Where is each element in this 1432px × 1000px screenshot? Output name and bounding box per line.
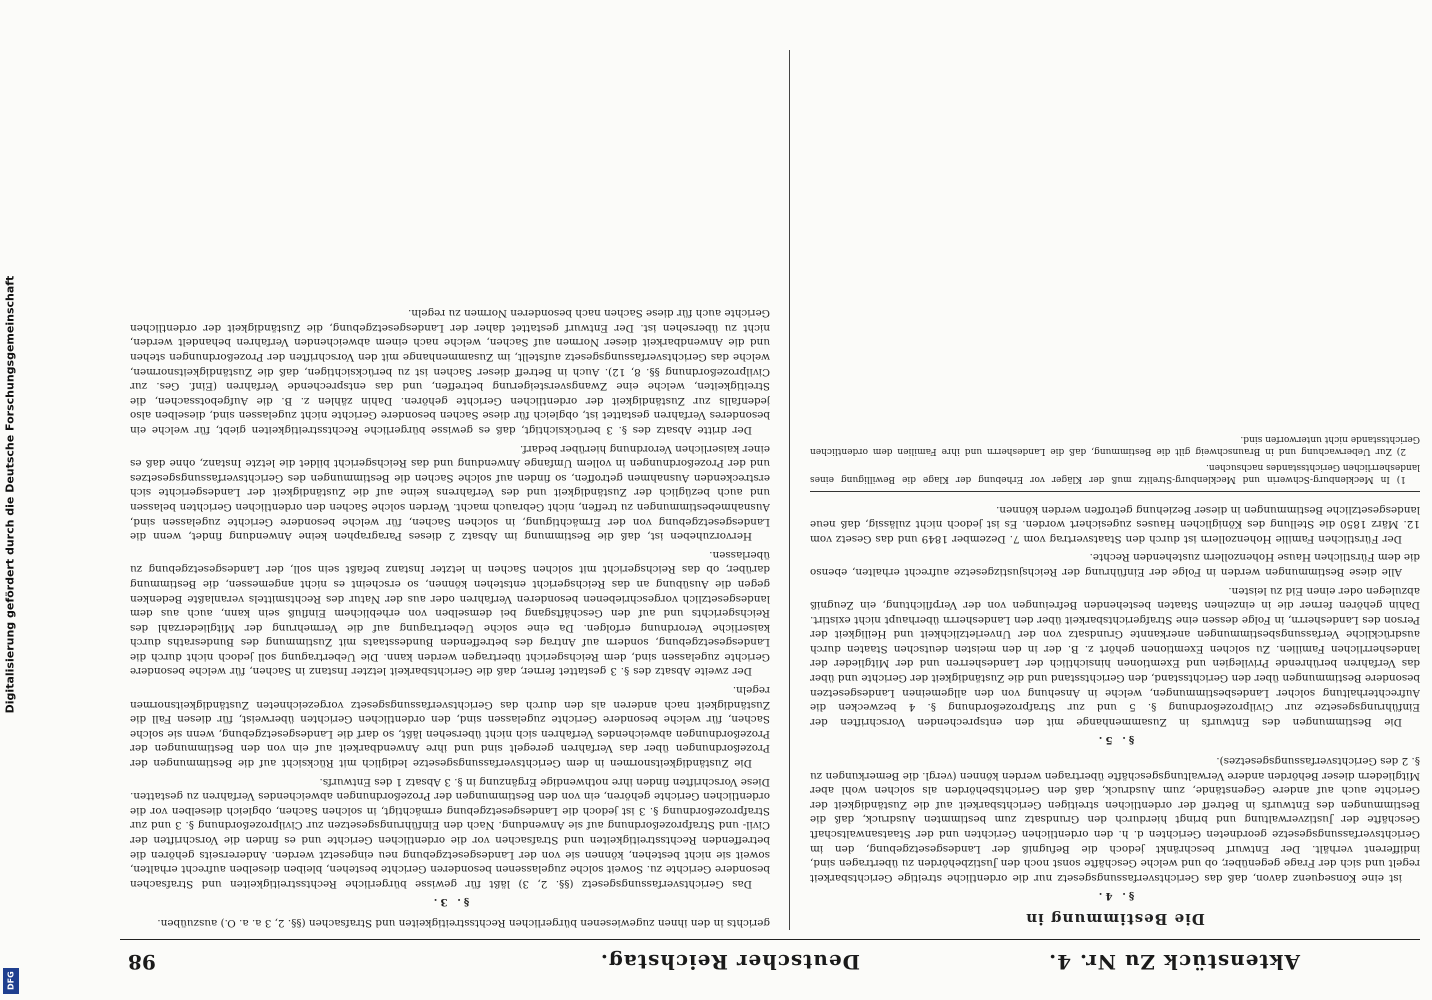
text-column-left [130, 30, 770, 930]
paragraph: Der dritte Absatz des §. 3 berücksichtigt, daß es gewisse bürgerliche Rechtsstreitigkeiten giebt, für welche ein besonderes Verfahren gestattet ist, obgleich für diese Sachen besondere Gerichte nicht zugelassen sind, dieselben also jedenfalls zur Zuständigkeit der ordentlichen Gerichte gehören. Dahin zählen z. B. die Aufgebotssachen, die Streitigkeiten, welche eine Zwangsversteigerung betreffen, und das entsprechende Verfahren (Einf. Ges. zur Civilprozeßordnung §§. 8, 12). Auch in Betreff dieser Sachen ist zu berücksichtigen, daß die Zuständigkeitsnormen, welche das Gerichtsverfassungsgesetz aufstellt, im Zusammenhange mit den Vorschriften der Prozeßordnungen stehen und die Anwendbarkeit dieser Normen auf Sachen, welche nach einem abweichenden Verfahren behandelt werden, nicht zu übersehen ist. Der Entwurf gestattet daher der Landesgesetzgebung, die Zuständigkeit der ordentlichen Gerichte auch für diese Sachen nach besonderen Normen zu regeln. [130, 307, 770, 436]
paragraph: Die Zuständigkeitsnormen in dem Gerichtsverfassungsgesetze lediglich mit Rücksicht auf die Bestimmungen der Prozeßordnungen über das Verfahren geregelt sind und ihre Anwendbarkeit auf ein von den Bestimmungen der Prozeßordnungen abweichendes Verfahren sich nicht übersehen läßt, so darf die Landesgesetzgebung, wenn sie solche Sachen, für welche besondere Gerichte zugelassen sind, den ordentlichen Gerichten überweist, für diesen Fall die Zuständigkeit nach anderen als den durch das Gerichtsverfassungsgesetz vorgezeichneten Zuständigkeitsnormen regeln. [130, 684, 770, 770]
section-heading-3: §. 3. [430, 896, 470, 909]
column-heading: Die Bestimmung in [1025, 910, 1205, 928]
page-header [120, 939, 1420, 980]
column-divider [789, 50, 790, 930]
paragraph: Das Gerichtsverfassungsgesetz (§§. 2, 3) läßt für gewisse bürgerliche Rechtsstreitigkeiten und Strafsachen besondere Gerichte zu. Soweit solche zugelassenen besonderen Gerichte bestehen, bleiben dieselben aufrecht erhalten, soweit sie nicht bestehen, können sie von der Landesgesetzgebung neu eingesetzt werden. Andererseits gehören die betreffenden Rechtsstreitigkeiten und Strafsachen vor die ordentlichen Gerichte und es finden die Vorschriften der Civil- und Strafprozeßordnung auf sie Anwendung. Nach den Einführungsgesetzen zur Civilprozeßordnung §. 3 und zur Strafprozeßordnung §. 3 ist jedoch die Landesgesetzgebung ermächtigt, in solchen Sachen, obgleich dieselben vor die ordentlichen Gerichte gehören, ein von den Bestimmungen der Prozeßordnungen abweichendes Verfahren zu gestatten. Diese Vorschriften finden ihre nothwendige Ergänzung in §. 3 Absatz 1 des Entwurfs. [130, 775, 770, 890]
dfg-logo-icon: DFG [3, 968, 19, 994]
paragraph: ist eine Konsequenz davon, daß das Gerichtsverfassungsgesetz nur die ordentliche streitige Gerichtsbarkeit regelt und sich der Frage gegenüber, ob und welche Geschäfte sonst noch den Justizbehörden zu übertragen sind, indifferent verhält. Der Entwurf beschränkt jedoch die Befugniß der Landesgesetzgebung, den im Gerichtsverfassungsgesetze geordneten Gerichten d. h. den ordentlichen Gerichten und der Staatsanwaltschaft Geschäfte der Justizverwaltung und bringt hierdurch den Grundsatz zum bestimmten Ausdruck, daß die Bestimmungen des Entwurfs in Betreff der ordentlichen streitigen Gerichtsbarkeit auf die Zuständigkeit der Gerichte auch auf andere Gegenstände, zum Ausdruck, daß den Gerichtsbehörden als solchen wohl aber Mitgliedern dieser Behörden andere Verwaltungsgeschäfte übertragen werden können (vergl. die Bemerkungen zu §. 2 des Gerichtsverfassungsgesetzes). [810, 755, 1420, 884]
rotated-document-page [120, 20, 1420, 980]
paragraph: Der Fürstlichen Familie Hohenzollern ist durch den Staatsvertrag vom 7. Dezember 1849 und das Gesetz vom 12. März 1850 die Stellung des Königlichen Hauses zugesichert worden. Es ist jedoch nicht zulässig, daß neue landesgesetzliche Bestimmungen in dieser Beziehung getroffen werden können. [810, 503, 1420, 545]
digitization-credit-text: Digitalisierung gefördert durch die Deutsche Forschungsgemeinschaft [3, 275, 17, 714]
header-left-title: Deutscher Reichstag. [599, 950, 860, 974]
section-heading-4: §. 4. [1095, 890, 1135, 903]
paragraph: Die Bestimmungen des Entwurfs in Zusammenhange mit den entsprechenden Vorschriften der Einführungsgesetze zur Civilprozeßordnung §. 5 und zur Strafprozeßordnung §. 4 bezwecken die Aufrechterhaltung solcher Landesbestimmungen, welche in Ansehung von den allgemeinen Landesgesetzen besondere Bestimmungen über den Gerichtsstand, den Gerichtsstand und die Zuständigkeit der Gerichte und über das Verfahren berührende Privilegien und Exemtionen hinsichtlich der Landesherren und der Mitglieder der landesherrlichen Familien. Zu solchen Exemtionen gehört z. B. der in den meisten deutschen Staaten durch ausdrückliche Verfassungsbestimmungen anerkannte Grundsatz von der Unverletzlichkeit und Heiligkeit der Person des Landesherrn, in Folge dessen eine Strafgerichtsbarkeit über den Landesherrn überhaupt nicht existirt. Dahin gehören ferner die in einzelnen Staaten bestehenden Befreiungen von der Verpflichtung, ein Zeugniß abzulegen oder einen Eid zu leisten. [810, 584, 1420, 728]
section-heading-5: §. 5. [1095, 734, 1135, 747]
paragraph: Alle diese Bestimmungen werden in Folge der Einführung der Reichsjustizgesetze aufrecht erhalten, ebenso die dem Fürstlichen Hause Hohenzollern zustehenden Rechte. [810, 551, 1420, 578]
intro-paragraph: gerichts in den ihnen zugewiesenen bürgerlichen Rechtsstreitigkeiten und Strafsachen (§§. 2, 3 a. a. O.) auszuüben. [157, 917, 770, 929]
header-right-title: Aktenstück Zu Nr. 4. [1048, 950, 1300, 974]
paragraph: Hervorzuheben ist, daß die Bestimmung im Absatz 2 dieses Paragraphen keine Anwendung findet, wenn die Landesgesetzgebung von der Ermächtigung, in solchen Sachen, für welche besondere Gerichte zugelassen sind, Ausnahmebestimmungen zu treffen, nicht Gebrauch macht. Werden solche Sachen den ordentlichen Gerichten belassen und auch bezüglich der Zuständigkeit und des Verfahrens keine auf die Zuständigkeit der Landesgerichte sich erstreckenden Ausnahmen getroffen, so finden auf solche Sachen die Bestimmungen des Gerichtsverfassungsgesetzes und der Prozeßordnungen in vollem Umfange Anwendung und das Reichsgericht bildet die letzte Instanz, ohne daß es einer kaiserlichen Verordnung hierüber bedarf. [130, 442, 770, 543]
digitization-credit [0, 0, 24, 1000]
paragraph: Der zweite Absatz des §. 3 gestattet ferner, daß die Gerichtsbarkeit letzter Instanz in Sachen, für welche besondere Gerichte zugelassen sind, dem Reichsgericht übertragen werden kann. Die Uebertragung soll jedoch nicht durch die Landesgesetzgebung, sondern auf Antrag des betreffenden Bundesstaats mit Zustimmung des Bundesraths durch kaiserliche Verordnung erfolgen. Da eine solche Uebertragung auf die Vermehrung der Mitgliederzahl des Reichsgerichts und auf den Geschäftsgang bei demselben von erheblichem Einfluß sein kann, auch aus dem landesgesetzlich vorgeschriebenen besonderen Verfahren oder aus der Natur des Rechtsmittels veranlaßte Bedenken gegen die Ausübung an das Reichsgericht entstehen können, so erscheint es nicht angemessen, die Bestimmung darüber, ob das Reichsgericht mit solchen Sachen in letzter Instanz befaßt sein soll, der Landesgesetzgebung zu überlassen. [130, 548, 770, 678]
footnote: 1) In Mecklenburg-Schwerin und Mecklenburg-Strelitz muß der Kläger vor Erhebung der Klage die Bewilligung eines landesherrlichen Gerichtsstandes nachsuchen. [810, 461, 1420, 484]
page-number: 98 [128, 950, 156, 974]
text-column-right [810, 30, 1420, 930]
footnote: 2) Zur Ueberwachung und in Braunschweig gilt die Bestimmung, daß die Landesherrn und ihre Familien dem ordentlichen Gerichtsstande nicht unterworfen sind. [810, 433, 1420, 456]
footnotes [810, 433, 1420, 492]
